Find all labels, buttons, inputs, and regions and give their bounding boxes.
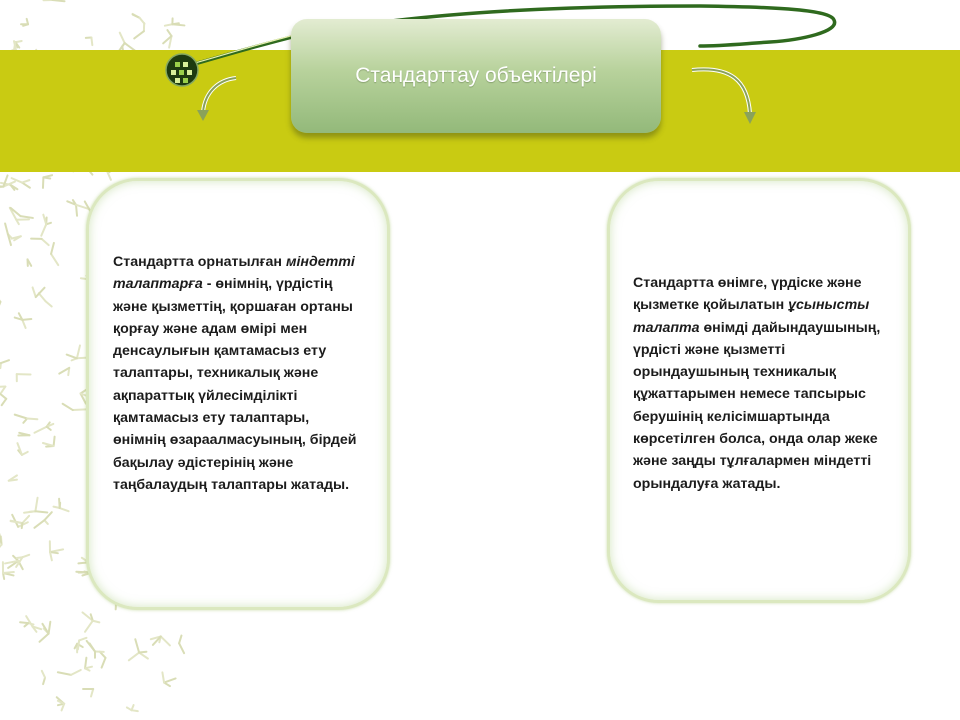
left-card-text-lead: Стандартта орнатылған (113, 254, 286, 270)
page-title: Стандарттау объектілері (355, 64, 597, 87)
left-card (86, 178, 390, 610)
left-card-text (113, 251, 365, 496)
arrow-left-icon (197, 78, 236, 121)
connector-curve-highlight (184, 33, 302, 66)
right-card-text-lead: Стандартта өнімге, үрдіске және қызметке қойылатын (633, 275, 862, 314)
left-card-text-rest: - өнімнің, үрдістің және қызметтің, қоршаған ортаны қорғау және адам өмірі мен денсаулығын қамтамасыз ету талаптары, техникалық және ақпараттық үйлесімділікті қамтамасыз ету талаптары, өнімнің өзараалмасуының, бірдей бақылау әдістерінің және таңбалаудың талаптары жатады. (113, 276, 357, 493)
arrow-right-icon (692, 69, 756, 124)
right-card-text (633, 272, 891, 495)
right-card-text-rest: өнімді дайындаушының, үрдісті және қызметті орындаушының техникалық құжаттарымен немесе тапсырыс берушінің келісімшартында көрсетілген болса, онда олар жеке және заңды тұлғалармен міндетті орындалуға жатады. (633, 319, 881, 492)
right-card (607, 178, 911, 603)
left-card-emphasis: міндетті талаптарға (113, 254, 355, 293)
knot-icon (166, 54, 198, 86)
right-card-emphasis: ұсынысты талапта (633, 297, 870, 336)
title-box (291, 19, 661, 133)
